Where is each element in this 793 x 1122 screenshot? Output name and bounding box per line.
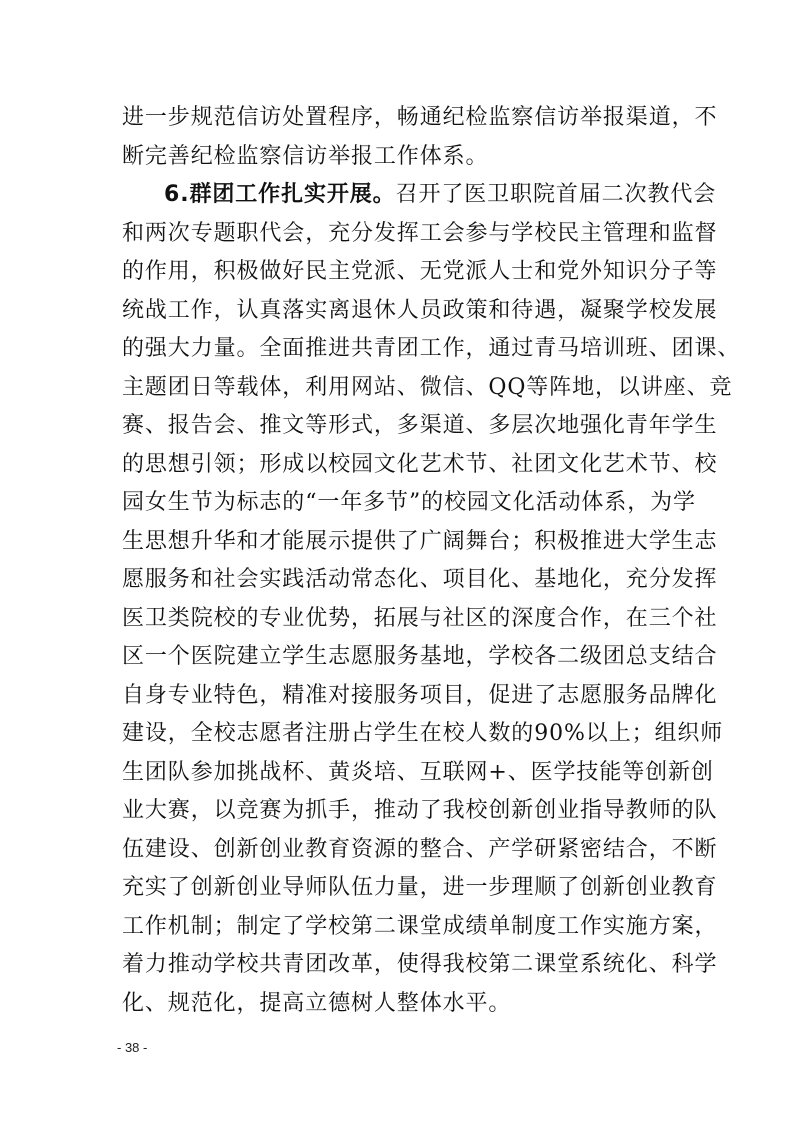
section-heading-line	[164, 178, 716, 212]
text-line: 统战工作，认真落实离退休人员政策和待遇，凝聚学校发展	[122, 298, 718, 323]
text-line: 充实了创新创业导师队伍力量，进一步理顺了创新创业教育	[122, 875, 718, 900]
text-line: 断完善纪检监察信访举报工作体系。	[122, 144, 489, 169]
text-line: 的强大力量。全面推进共青团工作，通过青马培训班、团课、	[122, 336, 741, 361]
text-line: 赛、报告会、推文等形式，多渠道、多层次地强化青年学生	[122, 413, 718, 438]
text-line: 的思想引领；形成以校园文化艺术节、社团文化艺术节、校	[122, 452, 718, 477]
text-line: 主题团日等载体，利用网站、微信、QQ等阵地，以讲座、竞	[122, 375, 733, 400]
text-line: 的作用，积极做好民主党派、无党派人士和党外知识分子等	[122, 259, 718, 284]
text-line: 化、规范化，提高立德树人整体水平。	[122, 991, 512, 1016]
text-line: 生思想升华和才能展示提供了广阔舞台；积极推进大学生志	[122, 529, 718, 554]
page-number: - 38 -	[117, 1040, 148, 1055]
text-line: 生团队参加挑战杯、黄炎培、互联网+、医学技能等创新创	[122, 760, 714, 785]
text-line: 和两次专题职代会，充分发挥工会参与学校民主管理和监督	[122, 221, 718, 246]
text-line: 建设，全校志愿者注册占学生在校人数的90%以上；组织师	[122, 721, 724, 746]
text-line: 着力推动学校共青团改革，使得我校第二课堂系统化、科学	[122, 952, 718, 977]
text-line: 进一步规范信访处置程序，畅通纪检监察信访举报渠道，不	[122, 105, 718, 130]
text-line: 业大赛，以竞赛为抓手，推动了我校创新创业指导教师的队	[122, 798, 718, 823]
text-line: 区一个医院建立学生志愿服务基地，学校各二级团总支结合	[122, 644, 718, 669]
text-line: 愿服务和社会实践活动常态化、项目化、基地化，充分发挥	[122, 567, 718, 592]
text-line: 自身专业特色，精准对接服务项目，促进了志愿服务品牌化	[122, 683, 718, 708]
text-line: 伍建设、创新创业教育资源的整合、产学研紧密结合，不断	[122, 837, 718, 862]
text-line: 园女生节为标志的“一年多节”的校园文化活动体系，为学	[122, 490, 696, 515]
text-line: 工作机制；制定了学校第二课堂成绩单制度工作实施方案，	[122, 914, 718, 939]
section-first-line-text: 召开了医卫职院首届二次教代会	[395, 182, 717, 207]
section-heading: 6.群团工作扎实开展。	[164, 182, 396, 207]
text-line: 医卫类院校的专业优势，拓展与社区的深度合作，在三个社	[122, 606, 718, 631]
